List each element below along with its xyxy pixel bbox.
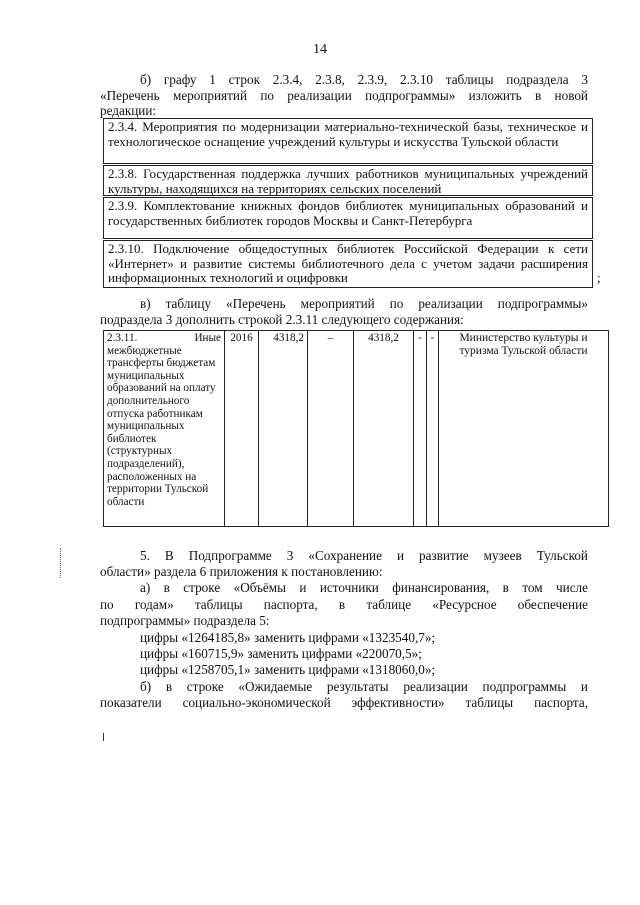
para-b-line-3: редакции: — [100, 103, 157, 118]
para-5-line-2: области» раздела 6 приложения к постановлению: — [100, 564, 383, 579]
regional-cell: 4318,2 — [354, 331, 414, 527]
total-cell: 4318,2 — [259, 331, 308, 527]
activity-first-word: Иные — [194, 332, 221, 344]
scan-edge-mark — [60, 548, 69, 578]
new-row-table — [103, 330, 609, 527]
replacement-2: цифры «160715,9» заменить цифрами «220070,5»; — [140, 646, 422, 661]
row-2-3-4 — [103, 118, 593, 164]
row-2-3-9-text: 2.3.9. Комплектование книжных фондов библиотек муниципальных образований и государственных библиотек городов Москвы и Санкт-Петербурга — [108, 198, 588, 228]
activity-head — [107, 332, 221, 345]
row-number: 2.3.11. — [107, 332, 138, 344]
para-b2-line-2: показатели социально-экономической эффективности» таблицы паспорта, — [100, 695, 588, 710]
row-2-3-8-text: 2.3.8. Государственная поддержка лучших работников муниципальных учреждений культуры, находящихся на территориях сельских поселений — [108, 166, 588, 196]
row-2-3-9 — [103, 197, 593, 239]
year-cell: 2016 — [225, 331, 259, 527]
row-end-mark: ; — [597, 270, 601, 285]
page-number: 14 — [313, 42, 327, 57]
replacement-3: цифры «1258705,1» заменить цифрами «1318060,0»; — [140, 662, 436, 677]
para-a-line-1: а) в строке «Объёмы и источники финансирования, в том числе — [140, 580, 588, 595]
other-cell: - — [427, 331, 439, 527]
activity-name: межбюджетные трансферты бюджетам муниципальных образований на оплату дополнительного отпуска работникам муниципальных библиотек (структурных подразделений), расположенных на территории Тульской области — [107, 344, 216, 508]
para-v-line-1: в) таблицу «Перечень мероприятий по реализации подпрограммы» — [140, 296, 588, 311]
row-2-3-10 — [103, 240, 593, 288]
para-b-line-2: «Перечень мероприятий по реализации подпрограммы» изложить в новой — [100, 88, 588, 103]
para-b-line-1: б) графу 1 строк 2.3.4, 2.3.8, 2.3.9, 2.3.10 таблицы подраздела 3 — [140, 72, 588, 87]
margin-tick — [103, 733, 104, 741]
para-a-line-3: подпрограммы» подраздела 5: — [100, 613, 270, 628]
row-2-3-8 — [103, 165, 593, 196]
row-2-3-10-text: 2.3.10. Подключение общедоступных библиотек Российской Федерации к сети «Интернет» и развитие системы библиотечного дела с учетом задачи расширения информационных технологий и оцифровки — [108, 241, 588, 286]
federal-cell: – — [308, 331, 354, 527]
para-a-line-2: по годам» таблицы паспорта, в таблице «Ресурсное обеспечение — [100, 597, 588, 612]
table-row — [104, 331, 609, 527]
para-b2-line-1: б) в строке «Ожидаемые результаты реализации подпрограммы и — [140, 679, 588, 694]
para-5-line-1: 5. В Подпрограмме 3 «Сохранение и развитие музеев Тульской — [140, 548, 588, 563]
para-v-line-2: подраздела 3 дополнить строкой 2.3.11 следующего содержания: — [100, 312, 464, 327]
local-cell: - — [414, 331, 427, 527]
replacement-1: цифры «1264185,8» заменить цифрами «1323540,7»; — [140, 630, 436, 645]
row-2-3-4-text: 2.3.4. Мероприятия по модернизации материально-технической базы, техническое и технологическое оснащение учреждений культуры и искусства Тульской области — [108, 119, 588, 149]
activity-name-cell — [104, 331, 225, 527]
executor-cell: Министерство культуры и туризма Тульской области — [439, 331, 609, 527]
